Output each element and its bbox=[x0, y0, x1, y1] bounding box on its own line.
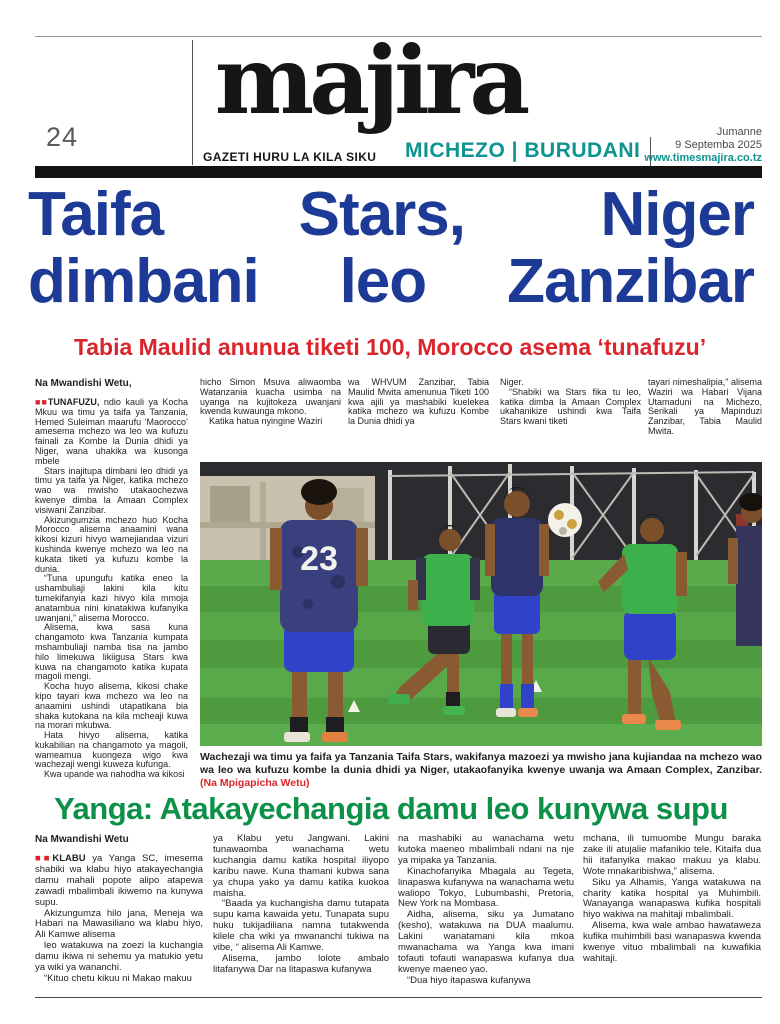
training-photo-illustration bbox=[200, 462, 762, 746]
lead-marker: ■■ bbox=[35, 397, 48, 407]
article1-paragraph: Kocha huyo alisema, kikosi chake kipo tayari kwa mchezo wa leo na anaamini ushindi utapatikana bia shaka kutokana na kila mcheaji kuwa na morari mkubwa. bbox=[35, 681, 188, 731]
article2-byline: Na Mwandishi Wetu bbox=[35, 834, 129, 845]
article1-paragraph: Katika hatua nyingine Waziri bbox=[209, 416, 323, 427]
newspaper-tagline: GAZETI HURU LA KILA SIKU bbox=[203, 150, 377, 164]
date-label: 9 Septemba 2025 bbox=[675, 139, 762, 151]
article2-column-3 bbox=[398, 834, 574, 994]
photo-caption-credit: (Na Mpigapicha Wetu) bbox=[200, 777, 310, 789]
article1-paragraph: “Tuna upungufu katika eneo la ushambuliaji lakini kila kitu tumekifanyia kazi hivyo kila mmoja anatambua nini kinatakiwa kufanyika uwanjani,” alisema Morocco. bbox=[35, 573, 188, 623]
article2-paragraph: na mashabiki au wanachama wetu kutoka maeneo mbalimbali ndani na nje ya mipaka ya Tanzania. bbox=[398, 834, 574, 866]
second-headline: Yanga: Atakayechangia damu leo kunywa supu bbox=[54, 791, 728, 826]
article1-paragraph: Alisema, kwa sasa kuna changamoto kwa Tanzania kumpata mshambuliaji namba tisa na jambo hilo limekuwa likiigusa Stars kwa kuwa na changamoto katika kupata magoli mengi. bbox=[35, 622, 188, 682]
bottom-rule bbox=[35, 997, 762, 998]
article2-paragraph: “Baada ya kuchangisha damu tutapata supu kama kawaida yetu. Tunapata supu huku tukijadiliana namna tutakwenda kilele cha wiki ya mwananchi tukiwa na vibe, “ alisema Ali Kamwe. bbox=[213, 898, 389, 954]
article1-paragraph: “Shabiki wa Stars fika tu leo, katika dimba la Amaan Complex ukahanikize ushindi kwa Taifa Stars kwani tiketi bbox=[500, 386, 641, 427]
article2-paragraph: Kinachofanyika Mbagala au Tegeta, linapaswa kufanywa na wanachama wetu waliopo Tokyo, Lubumbashi, Pretoria, New York na Mombasa. bbox=[398, 865, 574, 910]
article2-paragraph: Siku ya Alhamis, Yanga watakuwa na charity katika hospital ya Muhimbili. Wanayanga wanapaswa kufika hospitali hiyo wakiwa na mahitaji mbalimbali. bbox=[583, 876, 761, 921]
article2-column-1 bbox=[35, 834, 203, 994]
article1-column-4 bbox=[500, 378, 641, 460]
article2-paragraph-text: ya Yanga SC, imesema shabiki wa klabu hiyo atakayechangia damu mahali popote alipo atapewa zawadi mbalimbali ikiwemo na kunywa supu. bbox=[35, 853, 203, 908]
article2-column-4 bbox=[583, 834, 761, 994]
section-label: MICHEZO | BURUDANI bbox=[405, 139, 641, 162]
masthead-black-bar bbox=[35, 166, 762, 178]
article1-paragraph bbox=[35, 398, 188, 467]
article2-paragraph: Aidha, alisema, siku ya Jumatano (kesho), watakuwa na DUA maalumu. Lakini wanatamani kila mkoa mwanachama wa Yanga kwa imani tofauti tofauti wanapaswa kufanya dua kwenye maeneo yao. bbox=[398, 909, 574, 975]
page-number: 24 bbox=[46, 122, 79, 152]
article1-byline: Na Mwandishi Wetu, bbox=[35, 378, 132, 389]
lead-headline bbox=[28, 181, 754, 315]
article1-column-1 bbox=[35, 378, 188, 782]
article1-paragraph: Niger. bbox=[500, 378, 524, 387]
article2-paragraph: Akizungumza hilo jana, Meneja wa Habari na Mawasiliano wa klabu hiyo, Ali Kamwe alisema bbox=[35, 907, 203, 941]
article2-paragraph bbox=[35, 854, 203, 909]
newspaper-logo: majira bbox=[214, 26, 526, 136]
article1-paragraph: hicho Simon Msuva aliwaomba Watanzania kuacha usimba na uyanga na kujitokeza uwanjani kwenda kuwaunga mkono. bbox=[200, 378, 341, 417]
day-label: Jumanne bbox=[716, 126, 762, 138]
article2-paragraph: ya Klabu yetu Jangwani. Lakini tunawaomba wanachama wetu kuchangia damu katika hospital iliyopo karibu nawe. Kuna thamani kubwa sana ya chupa yako ya damu katika kuokoa maisha. bbox=[213, 834, 389, 899]
lead-word: TUNAFUZU, bbox=[47, 397, 100, 407]
article1-paragraph: wa WHVUM Zanzibar, Tabia Maulid Mwita amenunua Tiketi 100 kwa ajili ya mashabiki kuelekea katika mchezo wa kufuzu Kombe la Dunia dhidi ya bbox=[348, 378, 489, 427]
article2-paragraph: “Dua hiyo itapaswa kufanywa bbox=[407, 974, 531, 986]
article1-paragraph: Stars inajitupa dimbani leo dhidi ya timu ya taifa ya Niger, katika mchezo wao wa mwisho utakaochezwa kwenye dimba la Amaan Complex visiwani Zanzibar. bbox=[35, 465, 188, 515]
training-photo bbox=[200, 462, 762, 746]
lead-word: KLABU bbox=[52, 853, 86, 864]
article2-paragraph: “Kituo chetu kikuu ni Makao makuu bbox=[44, 972, 192, 984]
photo-caption-text: Wachezaji wa timu ya faifa ya Tanzania Taifa Stars, wakifanya mazoezi ya mwisho jana kujiandaa na mchezo wao wa leo wa kufuzu kombe la dunia dhidi ya Niger, utakaofanyika kwenye uwanja wa Amaan Complex, Zanzibar. bbox=[200, 751, 762, 776]
article1-paragraph: tayari nimeshalipia,” alisema Waziri wa Habari Vijana Utamaduni na Michezo, Serikali ya Mapinduzi Zanzibar, Tabia Maulid Mwita. bbox=[648, 378, 762, 436]
article1-column-3 bbox=[348, 378, 489, 460]
article1-column-2 bbox=[200, 378, 341, 460]
article2-column-2 bbox=[213, 834, 389, 994]
article2-paragraph: Alisema, jambo lolote ambalo litafanywa Dar na litapaswa kufanywa bbox=[213, 952, 389, 975]
jersey-number: 23 bbox=[300, 540, 338, 578]
article1-paragraph: Kwa upande wa nahodha wa kikosi bbox=[44, 769, 185, 780]
lead-headline-line2: dimbani leo Zanzibar bbox=[28, 247, 754, 316]
masthead-divider-left bbox=[192, 40, 193, 165]
lead-headline-line1: Taifa Stars, Niger bbox=[28, 180, 754, 249]
article1-paragraph: Hata hivyo alisema, katika kukabilian na changamoto ya magoli, wameamua kuongeza wigo kwa wachezaji wengi kuweza kufunga. bbox=[35, 730, 188, 770]
article2-paragraph: leo watakuwa na zoezi la kuchangia damu ikiwa ni sehemu ya matukio yetu ya wiki ya wananchi. bbox=[35, 940, 203, 974]
date-block bbox=[612, 126, 762, 165]
football bbox=[548, 503, 582, 537]
article2-paragraph: mchana, ili tumuombe Mungu baraka zake ili atujalie mafanikio tele. Kitaifa dua hii itafanyika makao makuu ya klabu. Wote mnakaribishwa,” alisema. bbox=[583, 834, 761, 877]
lead-subheadline: Tabia Maulid anunua tiketi 100, Morocco asema ‘tunafuzu’ bbox=[73, 334, 707, 360]
article1-column-5 bbox=[648, 378, 762, 460]
lead-marker: ■■ bbox=[35, 853, 53, 864]
article1-paragraph: Akizungumzia mchezo huo Kocha Morocco alisema anaamini wana kikosi kizuri hivyo wamejiandaa vizuri kushinda kwenye mchezo wa leo na kukata tiketi ya kufuzu kombe la dunia. bbox=[35, 514, 188, 574]
website-link[interactable]: www.timesmajira.co.tz bbox=[644, 152, 762, 164]
article1-paragraph-text: ndio kauli ya Kocha Mkuu wa timu ya taifa ya Tanzania, Hemed Suleiman maarufu ‘Maorocco’ amesema mchezo wa leo wa kufuzu fainali za Kombe la Dunia dhidi ya Niger, wana uhakika wa kusonga mbele bbox=[35, 397, 188, 466]
photo-caption bbox=[200, 751, 762, 790]
article2-paragraph: Alisema, kwa wale ambao hawataweza kufika muhimbili basi wanapaswa kwenda kwenye vituo mbalimbali na kuwafikia wahitaji. bbox=[583, 920, 761, 964]
